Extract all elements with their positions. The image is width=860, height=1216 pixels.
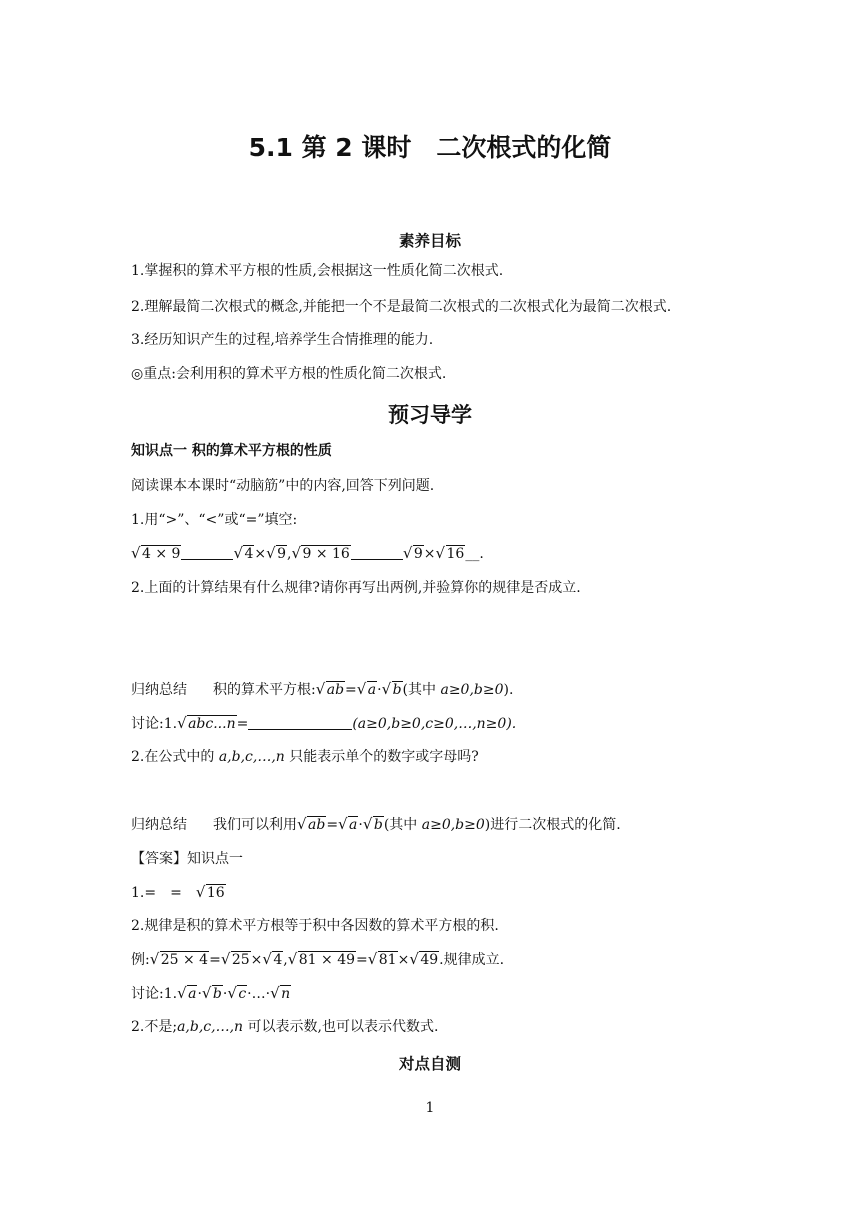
radical: √ b — [383, 680, 403, 700]
radical: √ 4 × 9 — [132, 544, 181, 564]
radical: √ b — [203, 984, 223, 1004]
radical: √ 25 × 4 — [151, 950, 209, 970]
reading-instruction: 阅读课本本课时“动脑筋”中的内容,回答下列问题. — [131, 478, 435, 494]
radical: √ 9 — [404, 544, 424, 564]
radical: √ ab — [317, 680, 345, 700]
discussion-2: 2.在公式中的 a,b,c,…,n 只能表示单个的数字或字母吗? — [131, 749, 479, 765]
radical: √ 9 × 16 — [292, 544, 350, 564]
page-number: 1 — [425, 1100, 435, 1116]
knowledge-point-title: 知识点一 积的算术平方根的性质 — [131, 443, 332, 459]
summary-1: 归纳总结 积的算术平方根:√ ab=√ a·√ b(其中 a≥0,b≥0). — [131, 680, 513, 700]
radical: √ abc...n — [178, 714, 237, 734]
radical: √ 16 — [437, 544, 466, 564]
answer-blank — [181, 545, 233, 560]
radical: √ 16 — [197, 883, 226, 903]
self-test-heading: 对点自测 — [398, 1055, 461, 1073]
page-title: 5.1 第 2 课时 二次根式的化简 — [248, 133, 612, 162]
radical: √ a — [358, 680, 377, 700]
radical: √ 81 — [369, 950, 398, 970]
radical: √ 25 — [222, 950, 251, 970]
question-1: 1.用“>”、“<”或“=”填空: — [131, 512, 298, 528]
radical: √ 81 × 49 — [289, 950, 356, 970]
radical: √ 4 — [234, 544, 254, 564]
goal-key-point: ◎重点:会利用积的算术平方根的性质化简二次根式. — [131, 366, 447, 382]
goal-item-3: 3.经历知识产生的过程,培养学生合情推理的能力. — [131, 332, 434, 348]
answer-label: 【答案】知识点一 — [131, 851, 243, 867]
radical: √ 4 — [263, 950, 283, 970]
preview-heading: 预习导学 — [388, 403, 472, 427]
question-2: 2.上面的计算结果有什么规律?请你再写出两例,并验算你的规律是否成立. — [131, 580, 581, 596]
question-1-expression: √ 4 × 9√ 4×√ 9,√ 9 × 16√ 9×√ 16__. — [131, 544, 484, 564]
discussion-1: 讨论:1.√ abc...n= (a≥0,b≥0,c≥0,…,n≥0). — [131, 714, 516, 734]
summary-2: 归纳总结 我们可以利用√ ab=√ a·√ b(其中 a≥0,b≥0)进行二次根式的化简. — [131, 815, 621, 835]
answer-example: 例:√ 25 × 4=√ 25×√ 4,√ 81 × 49=√ 81×√ 49.规律成立. — [131, 950, 504, 970]
radical: √ b — [364, 815, 384, 835]
answer-2: 2.规律是积的算术平方根等于积中各因数的算术平方根的积. — [131, 918, 499, 934]
goal-item-1: 1.掌握积的算术平方根的性质,会根据这一性质化简二次根式. — [131, 263, 504, 279]
answer-1: 1.= = √ 16 — [131, 883, 226, 903]
radical: √ n — [271, 984, 291, 1004]
radical: √ ab — [298, 815, 326, 835]
goal-item-2: 2.理解最简二次根式的概念,并能把一个不是最简二次根式的二次根式化为最简二次根式. — [131, 299, 672, 315]
radical: √ a — [339, 815, 358, 835]
answer-blank — [248, 715, 352, 730]
radical: √ a — [178, 984, 197, 1004]
goals-heading: 素养目标 — [398, 232, 461, 250]
radical: √ c — [228, 984, 247, 1004]
radical: √ 9 — [267, 544, 287, 564]
answer-blank — [351, 545, 403, 560]
radical: √ 49 — [410, 950, 439, 970]
answer-discussion-2: 2.不是;a,b,c,…,n 可以表示数,也可以表示代数式. — [131, 1019, 439, 1035]
answer-discussion-1: 讨论:1.√ a·√ b·√ c·…·√ n — [131, 984, 291, 1004]
